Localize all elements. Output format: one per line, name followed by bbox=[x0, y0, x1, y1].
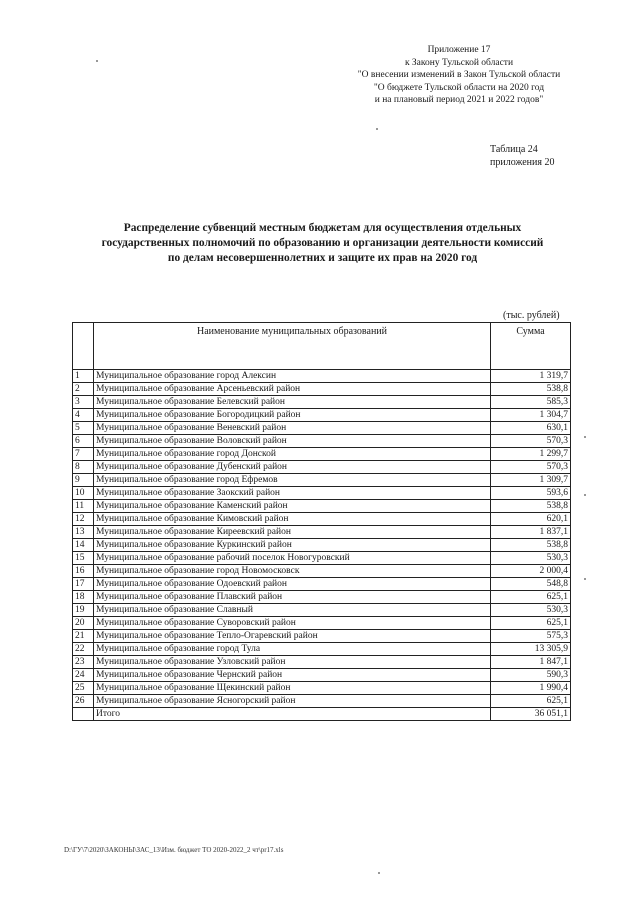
row-number: 5 bbox=[73, 422, 94, 435]
table-header-row bbox=[73, 323, 571, 370]
table-row bbox=[73, 604, 571, 617]
subsidy-amount: 620,1 bbox=[491, 513, 571, 526]
table-row bbox=[73, 500, 571, 513]
file-path-footer: D:\ГУ\7\2020\ЗАКОНЫ\ЗАС_13\Изм. бюджет ТО 2020-2022_2 чт\pr17.xls bbox=[64, 846, 284, 854]
municipality-name: Муниципальное образование Воловский район bbox=[94, 435, 491, 448]
subsidy-table bbox=[72, 322, 571, 721]
municipality-name: Муниципальное образование рабочий поселок Новогуровский bbox=[94, 552, 491, 565]
subsidy-amount: 538,8 bbox=[491, 500, 571, 513]
table-row bbox=[73, 383, 571, 396]
subsidy-amount: 2 000,4 bbox=[491, 565, 571, 578]
municipality-name: Муниципальное образование город Ефремов bbox=[94, 474, 491, 487]
table-row bbox=[73, 409, 571, 422]
scan-speck bbox=[376, 128, 378, 130]
total-number-cell bbox=[73, 708, 94, 721]
table-number: Таблица 24 bbox=[490, 144, 538, 155]
appendix-line: "О внесении изменений в Закон Тульской области bbox=[357, 70, 561, 80]
municipality-name: Муниципальное образование город Новомосковск bbox=[94, 565, 491, 578]
row-number: 3 bbox=[73, 396, 94, 409]
row-number: 24 bbox=[73, 669, 94, 682]
scan-speck bbox=[378, 872, 380, 874]
subsidy-amount: 538,8 bbox=[491, 539, 571, 552]
table-body bbox=[73, 370, 571, 721]
municipality-name: Муниципальное образование Славный bbox=[94, 604, 491, 617]
scan-speck bbox=[584, 494, 586, 496]
table-row bbox=[73, 578, 571, 591]
subsidy-amount: 1 990,4 bbox=[491, 682, 571, 695]
municipality-name: Муниципальное образование Заокский район bbox=[94, 487, 491, 500]
table-row bbox=[73, 474, 571, 487]
subsidy-amount: 530,3 bbox=[491, 604, 571, 617]
appendix-line: к Закону Тульской области bbox=[404, 57, 514, 68]
row-number: 20 bbox=[73, 617, 94, 630]
total-row bbox=[73, 708, 571, 721]
total-amount: 36 051,1 bbox=[491, 708, 571, 721]
row-number: 13 bbox=[73, 526, 94, 539]
municipality-name: Муниципальное образование Кимовский район bbox=[94, 513, 491, 526]
column-header-number bbox=[73, 323, 94, 370]
title-line: Распределение субвенций местным бюджетам для осуществления отдельных bbox=[123, 222, 522, 234]
row-number: 18 bbox=[73, 591, 94, 604]
municipality-name: Муниципальное образование Чернский район bbox=[94, 669, 491, 682]
municipality-name: Муниципальное образование Узловский район bbox=[94, 656, 491, 669]
row-number: 9 bbox=[73, 474, 94, 487]
row-number: 10 bbox=[73, 487, 94, 500]
municipality-name: Муниципальное образование Ясногорский район bbox=[94, 695, 491, 708]
row-number: 26 bbox=[73, 695, 94, 708]
title-line: по делам несовершеннолетних и защите их прав на 2020 год bbox=[167, 252, 478, 264]
subsidy-amount: 548,8 bbox=[491, 578, 571, 591]
municipality-name: Муниципальное образование Веневский район bbox=[94, 422, 491, 435]
municipality-name: Муниципальное образование Дубенский район bbox=[94, 461, 491, 474]
table-row bbox=[73, 487, 571, 500]
municipality-name: Муниципальное образование Суворовский район bbox=[94, 617, 491, 630]
table-row bbox=[73, 630, 571, 643]
table-row bbox=[73, 370, 571, 383]
row-number: 17 bbox=[73, 578, 94, 591]
row-number: 11 bbox=[73, 500, 94, 513]
subsidy-amount: 590,3 bbox=[491, 669, 571, 682]
appendix-header bbox=[344, 44, 574, 107]
municipality-name: Муниципальное образование Киреевский район bbox=[94, 526, 491, 539]
municipality-name: Муниципальное образование город Тула bbox=[94, 643, 491, 656]
municipality-name: Муниципальное образование Белевский район bbox=[94, 396, 491, 409]
subsidy-amount: 630,1 bbox=[491, 422, 571, 435]
scan-speck bbox=[96, 60, 98, 62]
subsidy-amount: 570,3 bbox=[491, 435, 571, 448]
municipality-name: Муниципальное образование Богородицкий район bbox=[94, 409, 491, 422]
subsidy-amount: 1 837,1 bbox=[491, 526, 571, 539]
appendix-line: "О бюджете Тульской области на 2020 год bbox=[373, 82, 545, 93]
subsidy-amount: 585,3 bbox=[491, 396, 571, 409]
row-number: 15 bbox=[73, 552, 94, 565]
subsidy-amount: 1 847,1 bbox=[491, 656, 571, 669]
subsidy-amount: 538,8 bbox=[491, 383, 571, 396]
table-row bbox=[73, 669, 571, 682]
table-row bbox=[73, 656, 571, 669]
municipality-name: Муниципальное образование город Алексин bbox=[94, 370, 491, 383]
table-row bbox=[73, 552, 571, 565]
row-number: 19 bbox=[73, 604, 94, 617]
municipality-name: Муниципальное образование Тепло-Огаревский район bbox=[94, 630, 491, 643]
municipality-name: Муниципальное образование Одоевский район bbox=[94, 578, 491, 591]
column-header-sum: Сумма bbox=[491, 323, 571, 370]
subsidy-amount: 625,1 bbox=[491, 617, 571, 630]
row-number: 4 bbox=[73, 409, 94, 422]
scan-speck bbox=[584, 578, 586, 580]
table-reference bbox=[490, 143, 554, 169]
units-label: (тыс. рублей) bbox=[503, 310, 560, 321]
appendix-line: Приложение 17 bbox=[427, 45, 491, 55]
row-number: 23 bbox=[73, 656, 94, 669]
table-row bbox=[73, 643, 571, 656]
table-row bbox=[73, 435, 571, 448]
municipality-name: Муниципальное образование Щекинский район bbox=[94, 682, 491, 695]
row-number: 22 bbox=[73, 643, 94, 656]
row-number: 7 bbox=[73, 448, 94, 461]
table-row bbox=[73, 461, 571, 474]
subsidy-amount: 1 299,7 bbox=[491, 448, 571, 461]
municipality-name: Муниципальное образование Каменский район bbox=[94, 500, 491, 513]
row-number: 16 bbox=[73, 565, 94, 578]
scan-speck bbox=[584, 436, 586, 438]
subsidy-amount: 1 304,7 bbox=[491, 409, 571, 422]
appendix-line: и на плановый период 2021 и 2022 годов" bbox=[374, 95, 544, 105]
subsidy-amount: 13 305,9 bbox=[491, 643, 571, 656]
table-row bbox=[73, 526, 571, 539]
row-number: 8 bbox=[73, 461, 94, 474]
total-label: Итого bbox=[94, 708, 491, 721]
table-row bbox=[73, 396, 571, 409]
subsidy-amount: 575,3 bbox=[491, 630, 571, 643]
table-row bbox=[73, 695, 571, 708]
column-header-name: Наименование муниципальных образований bbox=[94, 323, 491, 370]
row-number: 6 bbox=[73, 435, 94, 448]
row-number: 21 bbox=[73, 630, 94, 643]
municipality-name: Муниципальное образование Плавский район bbox=[94, 591, 491, 604]
table-row bbox=[73, 422, 571, 435]
document-title bbox=[60, 221, 585, 266]
row-number: 1 bbox=[73, 370, 94, 383]
municipality-name: Муниципальное образование город Донской bbox=[94, 448, 491, 461]
subsidy-amount: 570,3 bbox=[491, 461, 571, 474]
subsidy-amount: 1 309,7 bbox=[491, 474, 571, 487]
subsidy-amount: 625,1 bbox=[491, 591, 571, 604]
subsidy-amount: 1 319,7 bbox=[491, 370, 571, 383]
table-row bbox=[73, 565, 571, 578]
subsidy-amount: 625,1 bbox=[491, 695, 571, 708]
table-row bbox=[73, 617, 571, 630]
row-number: 14 bbox=[73, 539, 94, 552]
row-number: 12 bbox=[73, 513, 94, 526]
municipality-name: Муниципальное образование Куркинский район bbox=[94, 539, 491, 552]
table-row bbox=[73, 591, 571, 604]
row-number: 2 bbox=[73, 383, 94, 396]
table-row bbox=[73, 513, 571, 526]
row-number: 25 bbox=[73, 682, 94, 695]
municipality-name: Муниципальное образование Арсеньевский район bbox=[94, 383, 491, 396]
table-row bbox=[73, 448, 571, 461]
table-row bbox=[73, 682, 571, 695]
title-line: государственных полномочий по образованию и организации деятельности комиссий bbox=[101, 237, 544, 249]
subsidy-amount: 593,6 bbox=[491, 487, 571, 500]
appendix-reference: приложения 20 bbox=[490, 157, 555, 168]
table-row bbox=[73, 539, 571, 552]
subsidy-amount: 530,3 bbox=[491, 552, 571, 565]
